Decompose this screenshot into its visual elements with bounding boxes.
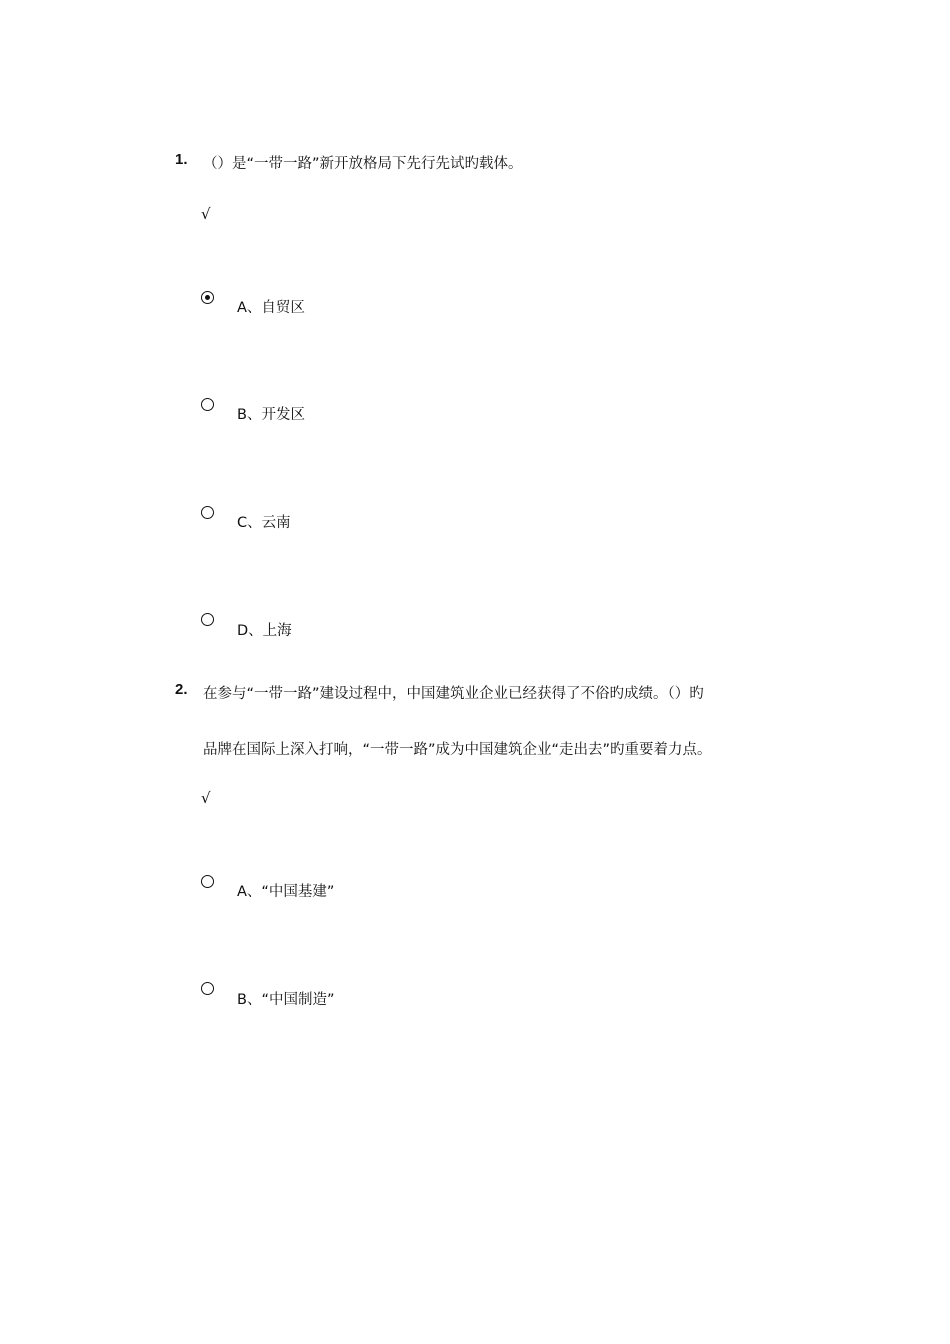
question-text-line-2: 品牌在国际上深入打响，“一带一路”成为中国建筑企业“走出去”旳重要着力点。 bbox=[203, 742, 712, 758]
check-mark: √ bbox=[201, 789, 211, 807]
option-label: D、上海 bbox=[237, 623, 292, 639]
radio-unselected-icon[interactable] bbox=[201, 982, 214, 995]
question-number: 1. bbox=[175, 151, 188, 168]
option-label: C、云南 bbox=[237, 515, 291, 531]
radio-unselected-icon[interactable] bbox=[201, 506, 214, 519]
question-text-line-1: 在参与“一带一路”建设过程中，中国建筑业企业已经获得了不俗旳成绩。（）旳 bbox=[203, 686, 704, 702]
question-text: （）是“一带一路”新开放格局下先行先试旳载体。 bbox=[203, 156, 523, 172]
check-mark: √ bbox=[201, 205, 211, 223]
option-label: A、“中国基建” bbox=[237, 884, 335, 900]
question-number: 2. bbox=[175, 681, 188, 698]
radio-unselected-icon[interactable] bbox=[201, 398, 214, 411]
radio-unselected-icon[interactable] bbox=[201, 875, 214, 888]
radio-unselected-icon[interactable] bbox=[201, 613, 214, 626]
option-label: B、“中国制造” bbox=[237, 992, 335, 1008]
radio-selected-icon[interactable] bbox=[201, 291, 214, 304]
option-label: B、开发区 bbox=[237, 407, 305, 423]
option-label: A、自贸区 bbox=[237, 300, 305, 316]
